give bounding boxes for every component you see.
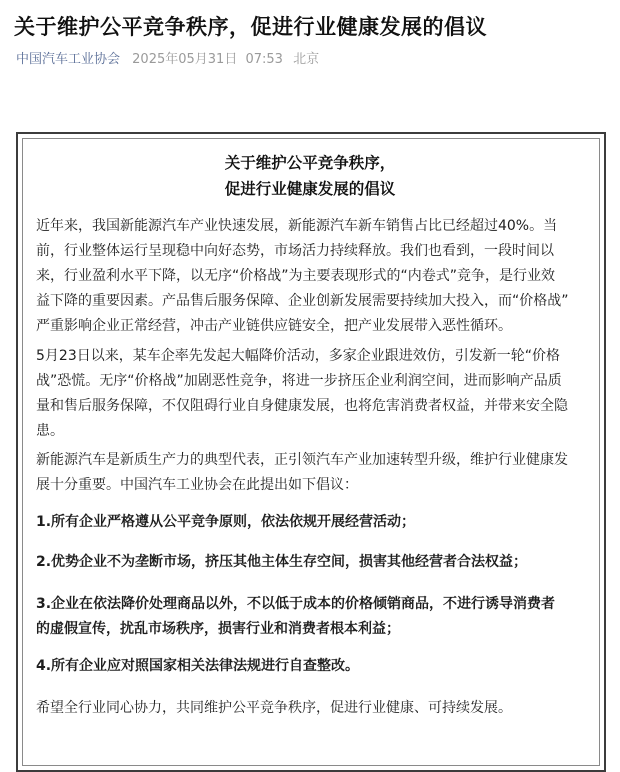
paragraph-line: 展十分重要。中国汽车工业协会在此提出如下倡议： <box>36 477 358 493</box>
paragraph-line: 近年来，我国新能源汽车产业快速发展，新能源汽车新车销售占比已经超过40%。当 <box>36 218 558 234</box>
paragraph-line: 益下降的重要因素。产品售后服务保障、企业创新发展需要持续加大投入，而“价格战” <box>36 293 569 309</box>
article-title: 关于维护公平竞争秩序，促进行业健康发展的倡议 <box>14 15 487 39</box>
proposal-item-4 <box>36 654 586 679</box>
paragraph-line: 来，行业盈利水平下降，以无序“价格战”为主要表现形式的“内卷式”竞争，是行业效 <box>36 268 556 284</box>
notice-paragraph-3 <box>36 448 586 498</box>
proposal-line: 4.所有企业应对照国家相关法律法规进行自查整改。 <box>36 658 360 674</box>
notice-paragraph-1 <box>36 214 586 339</box>
proposal-item-1 <box>36 510 586 535</box>
publish-time: 07:53 <box>245 52 283 67</box>
source-account-link[interactable]: 中国汽车工业协会 <box>16 52 121 67</box>
paragraph-line: 希望全行业同心协力，共同维护公平竞争秩序，促进行业健康、可持续发展。 <box>36 700 512 716</box>
notice-closing <box>36 696 586 721</box>
paragraph-line: 战”恐慌。无序“价格战”加剧恶性竞争，将进一步挤压企业利润空间，进而影响产品质 <box>36 373 562 389</box>
paragraph-line: 患。 <box>36 423 64 439</box>
notice-title-line: 关于维护公平竞争秩序， <box>224 154 396 172</box>
publish-location: 北京 <box>293 52 320 67</box>
notice-paragraph-2 <box>36 344 586 444</box>
paragraph-line: 5月23日以来，某车企率先发起大幅降价活动，多家企业跟进效仿，引发新一轮“价格 <box>36 348 560 364</box>
paragraph-line: 严重影响企业正常经营，冲击产业链供应链安全，把产业发展带入恶性循环。 <box>36 318 512 334</box>
article-meta <box>16 50 319 70</box>
proposal-line: 3.企业在依法降价处理商品以外，不以低于成本的价格倾销商品，不进行诱导消费者 <box>36 596 556 612</box>
proposal-line: 1.所有企业严格遵从公平竞争原则，依法依规开展经营活动； <box>36 514 416 530</box>
paragraph-line: 前，行业整体运行呈现稳中向好态势，市场活力持续释放。我们也看到，一段时间以 <box>36 243 554 259</box>
publish-date: 2025年05月31日 <box>132 52 238 67</box>
proposal-line: 的虚假宣传，扰乱市场秩序，损害行业和消费者根本利益； <box>36 621 400 637</box>
proposal-item-2 <box>36 550 586 575</box>
notice-title-line: 促进行业健康发展的倡议 <box>224 180 396 198</box>
paragraph-line: 新能源汽车是新质生产力的典型代表，正引领汽车产业加速转型升级，维护行业健康发 <box>36 452 568 468</box>
proposal-line: 2.优势企业不为垄断市场，挤压其他主体生存空间，损害其他经营者合法权益； <box>36 554 528 570</box>
notice-title <box>140 150 480 202</box>
paragraph-line: 量和售后服务保障，不仅阻碍行业自身健康发展，也将危害消费者权益，并带来安全隐 <box>36 398 568 414</box>
proposal-item-3 <box>36 592 586 642</box>
